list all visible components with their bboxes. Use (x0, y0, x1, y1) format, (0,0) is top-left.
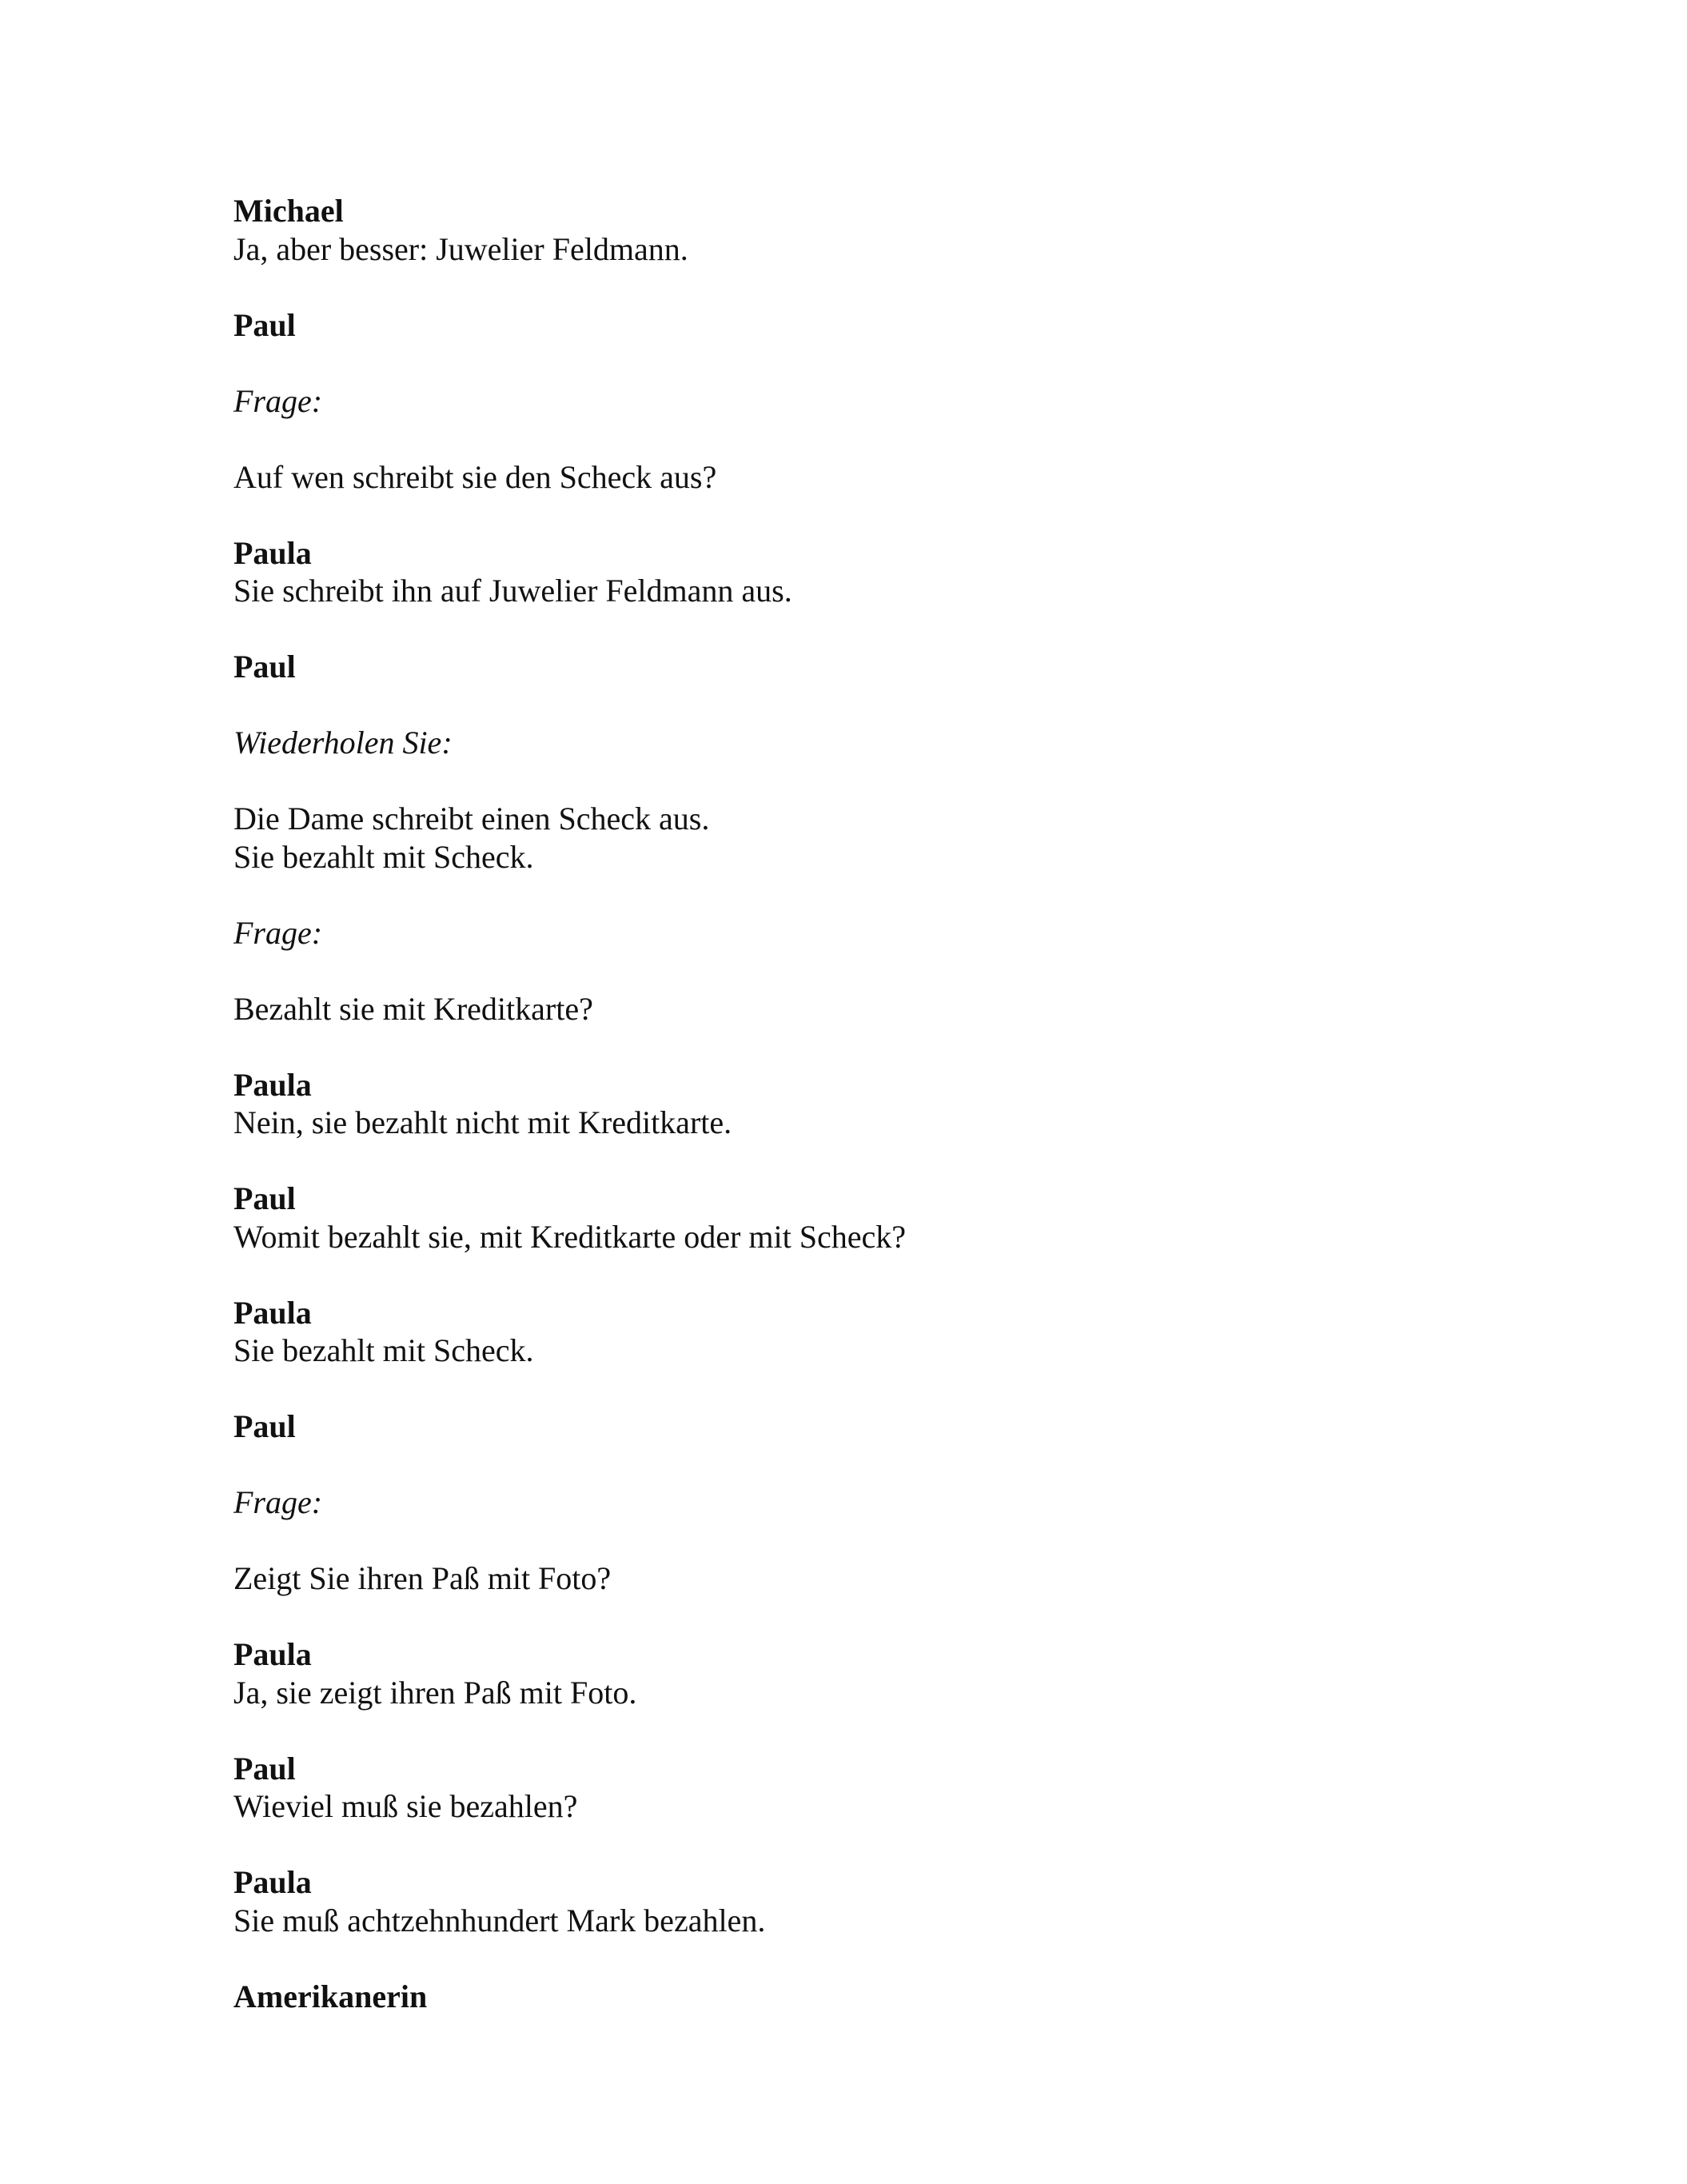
blank-line (233, 1446, 1465, 1484)
blank-line (233, 1370, 1465, 1408)
instruction-cue: Frage: (233, 1484, 323, 1520)
blank-line (233, 344, 1465, 382)
speaker-name: Paula (233, 1864, 312, 1900)
speaker-name: Amerikanerin (233, 1978, 428, 2014)
speaker-name: Paul (233, 1750, 296, 1787)
blank-line (233, 1598, 1465, 1636)
blank-line (233, 1256, 1465, 1294)
blank-line (233, 268, 1465, 306)
blank-line (233, 1028, 1465, 1066)
dialogue-line: Nein, sie bezahlt nicht mit Kreditkarte. (233, 1104, 732, 1140)
dialogue-line: Die Dame schreibt einen Scheck aus. (233, 801, 710, 836)
blank-line (233, 610, 1465, 649)
dialogue-line: Zeigt Sie ihren Paß mit Foto? (233, 1560, 612, 1596)
blank-line (233, 686, 1465, 725)
blank-line (233, 1711, 1465, 1750)
instruction-cue: Frage: (233, 382, 323, 419)
instruction-cue: Wiederholen Sie: (233, 725, 453, 761)
dialogue-line: Sie bezahlt mit Scheck. (233, 1332, 534, 1368)
dialogue-line: Ja, sie zeigt ihren Paß mit Foto. (233, 1674, 637, 1711)
blank-line (233, 1142, 1465, 1180)
speaker-name: Paula (233, 1294, 312, 1331)
blank-line (233, 762, 1465, 801)
blank-line (233, 496, 1465, 534)
dialogue-line: Wieviel muß sie bezahlen? (233, 1788, 578, 1824)
instruction-cue: Frage: (233, 914, 323, 951)
blank-line (233, 876, 1465, 914)
blank-line (233, 1826, 1465, 1864)
speaker-name: Paul (233, 649, 296, 685)
blank-line (233, 952, 1465, 990)
speaker-name: Paula (233, 1066, 312, 1103)
speaker-name: Paula (233, 1636, 312, 1672)
dialogue-line: Bezahlt sie mit Kreditkarte? (233, 990, 593, 1027)
dialogue-line: Womit bezahlt sie, mit Kreditkarte oder mit Scheck? (233, 1218, 906, 1255)
blank-line (233, 420, 1465, 458)
dialogue-script (233, 192, 1465, 2015)
dialogue-line: Sie muß achtzehnhundert Mark bezahlen. (233, 1902, 766, 1938)
speaker-name: Paul (233, 1408, 296, 1444)
blank-line (233, 1939, 1465, 1978)
dialogue-line: Sie bezahlt mit Scheck. (233, 838, 534, 875)
speaker-name: Paul (233, 306, 296, 343)
speaker-name: Michael (233, 193, 344, 229)
dialogue-line: Auf wen schreibt sie den Scheck aus? (233, 458, 717, 495)
dialogue-line: Ja, aber besser: Juwelier Feldmann. (233, 230, 688, 267)
blank-line (233, 1522, 1465, 1560)
speaker-name: Paula (233, 534, 312, 571)
speaker-name: Paul (233, 1180, 296, 1216)
dialogue-line: Sie schreibt ihn auf Juwelier Feldmann aus. (233, 573, 792, 609)
